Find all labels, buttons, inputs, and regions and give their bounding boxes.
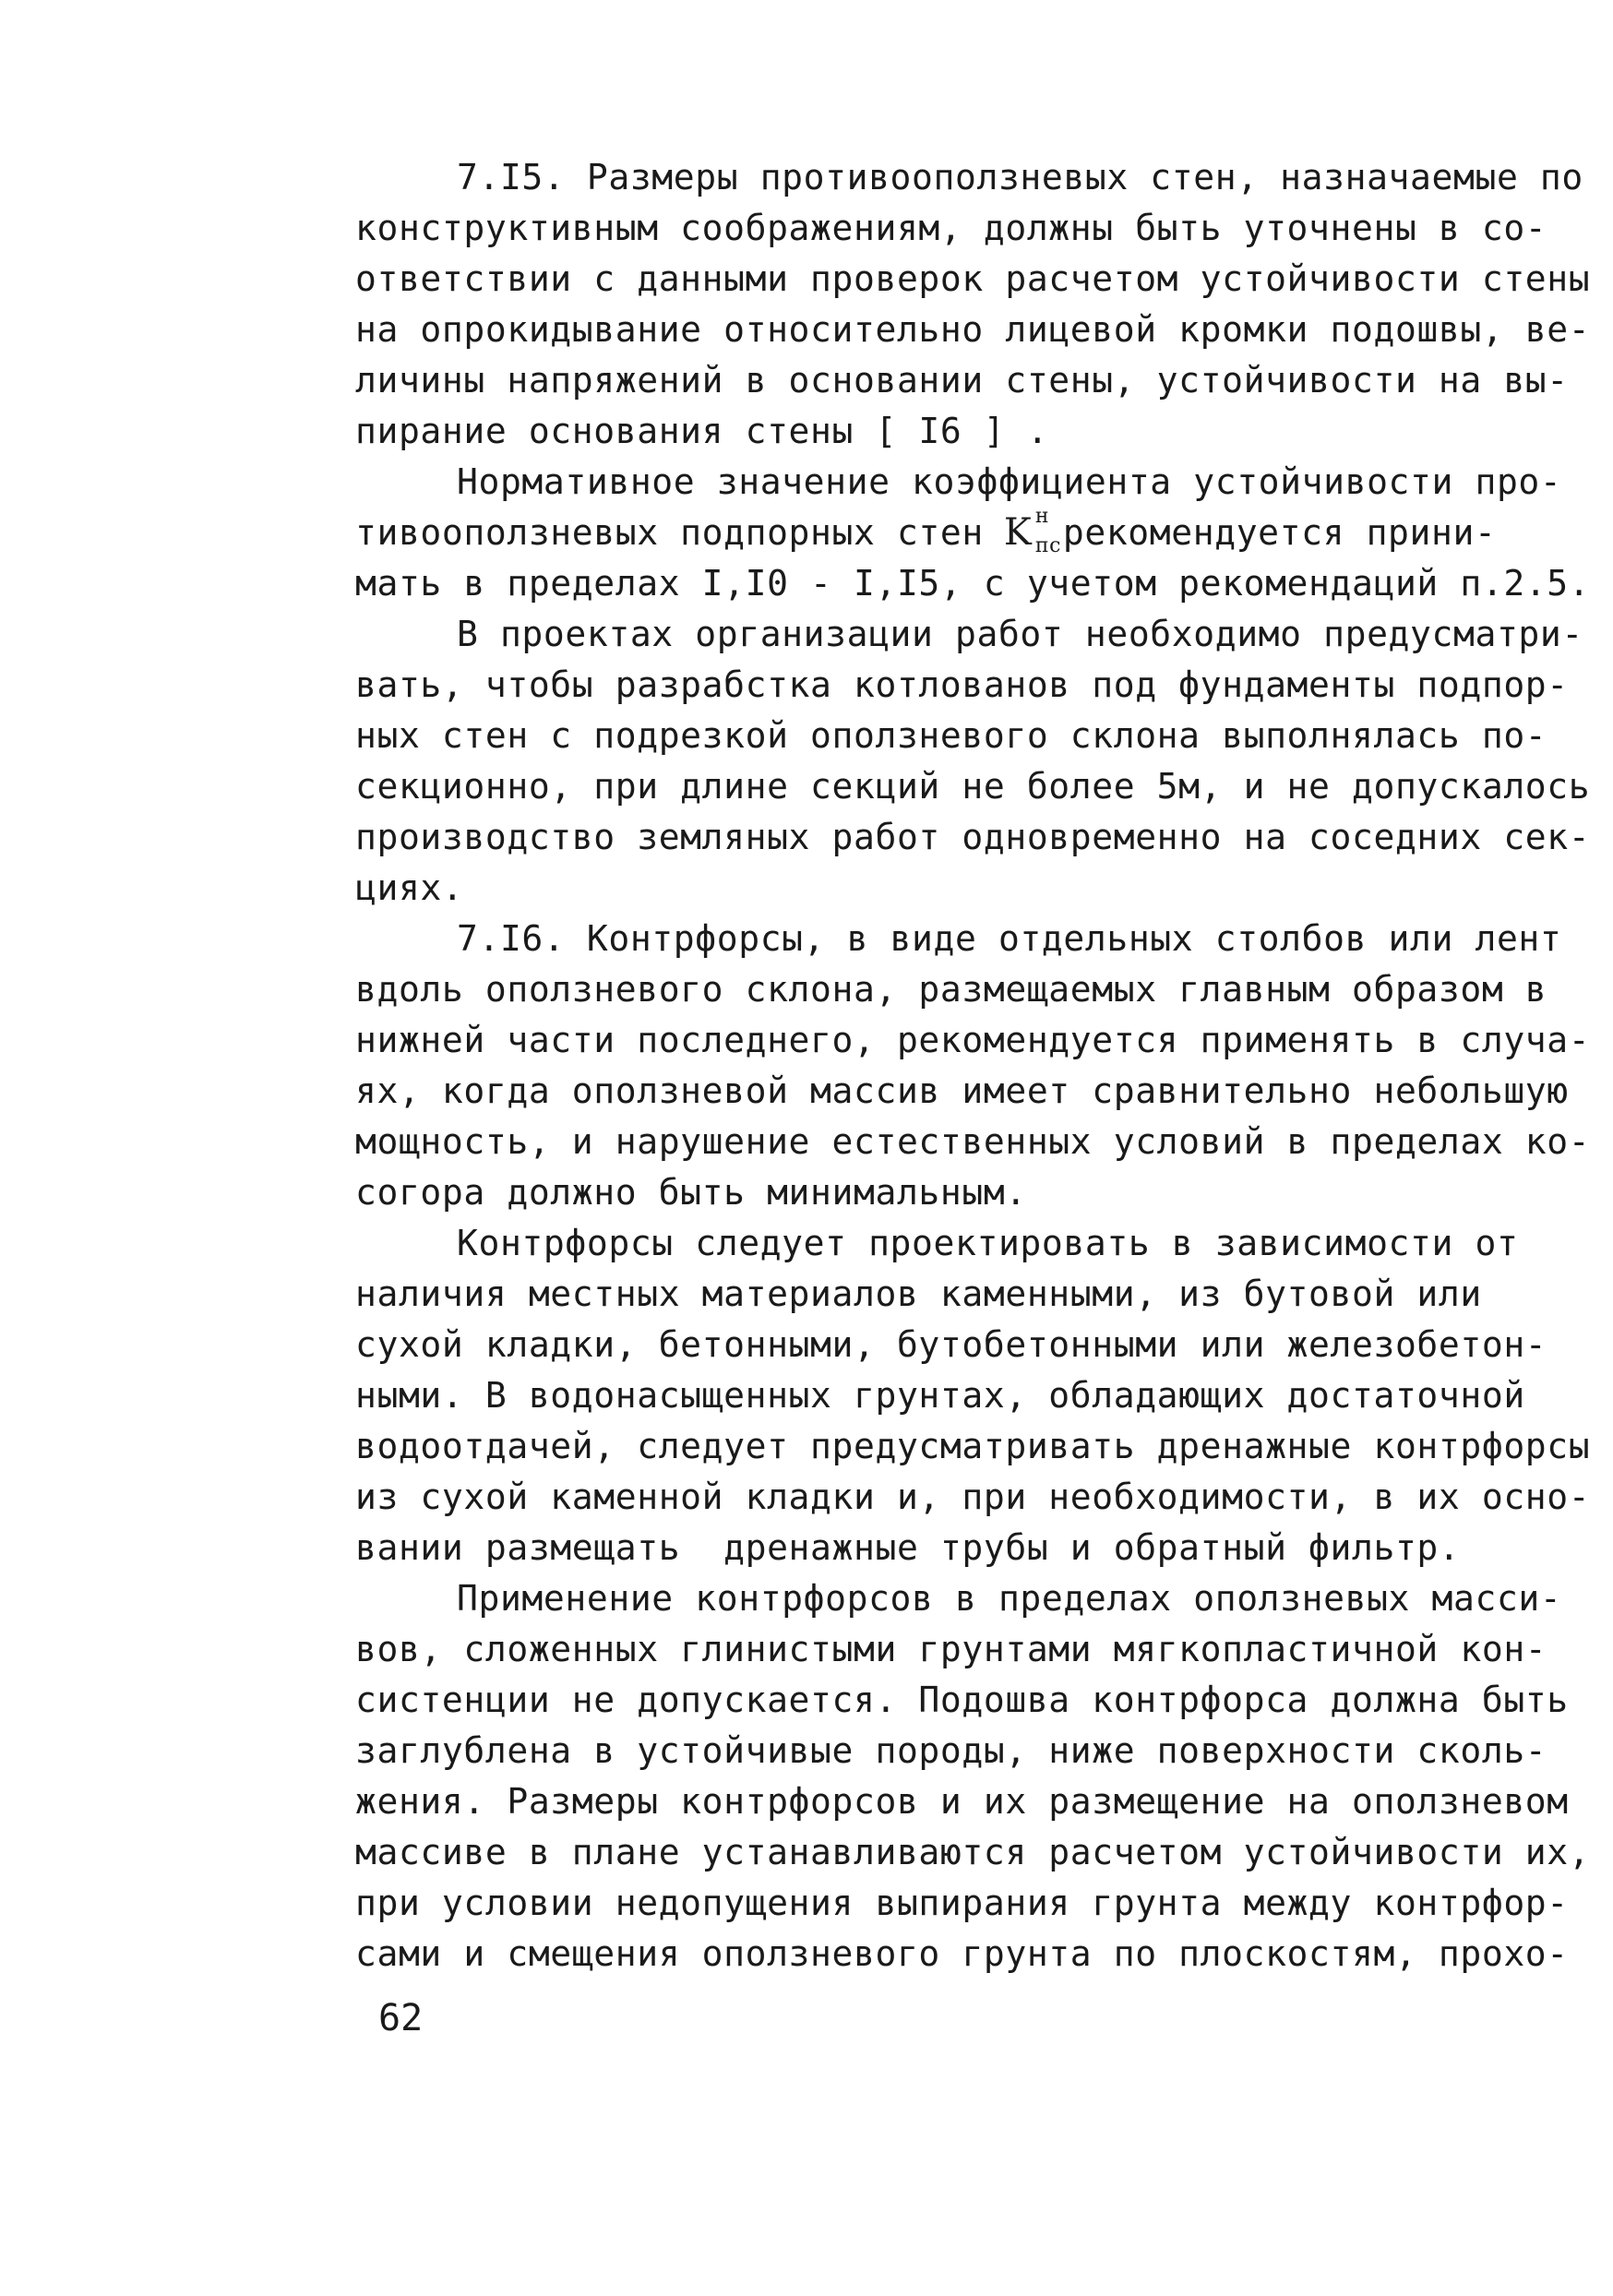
text-line: сами и смещения оползневого грунта по плоскостям, прохо-: [355, 1933, 1569, 1974]
text-line: мощность, и нарушение естественных условий в пределах ко-: [355, 1121, 1591, 1162]
paragraph-7-16: [355, 914, 1591, 1218]
formula-subscript: пс: [1034, 534, 1062, 557]
text-line: Нормативное значение коэффициента устойчивости про-: [457, 461, 1562, 502]
text-line: вдоль оползневого склона, размещаемых главным образом в: [355, 969, 1547, 1010]
page-number: 62: [378, 1997, 424, 2039]
paragraph-buttress-application: [355, 1573, 1591, 1979]
text-line: жения. Размеры контрфорсов и их размещение на оползневом: [355, 1781, 1569, 1822]
text-line: согора должно быть минимальным.: [355, 1172, 1027, 1213]
text-line: личины напряжений в основании стены, устойчивости на вы-: [355, 360, 1569, 401]
text-line: 7.I5. Размеры противооползневых стен, назначаемые по: [457, 157, 1583, 197]
text-line: систенции не допускается. Подошва контрфорса должна быть: [355, 1680, 1569, 1720]
coefficient-formula: [1003, 505, 1062, 558]
text-line: из сухой каменной кладки и, при необходимости, в их осно-: [355, 1477, 1591, 1517]
paragraph-work-organization: [355, 609, 1591, 914]
text-line: В проектах организации работ необходимо предусматри-: [457, 614, 1583, 654]
text-line: наличия местных материалов каменными, из бутовой или: [355, 1274, 1482, 1314]
text-line: вать, чтобы разрабстка котлованов под фундаменты подпор-: [355, 664, 1569, 705]
text-line: на опрокидывание относительно лицевой кромки подошвы, ве-: [355, 309, 1591, 350]
formula-superscript: н: [1034, 505, 1050, 528]
text-line: ными. В водонасыщенных грунтах, обладающих достаточной: [355, 1375, 1525, 1416]
text-line: Применение контрфорсов в пределах оползневых масси-: [457, 1578, 1562, 1619]
text-fragment: рекомендуется прини-: [1062, 512, 1497, 553]
text-line: производство земляных работ одновременно на соседних сек-: [355, 817, 1591, 857]
text-line: заглублена в устойчивые породы, ниже поверхности сколь-: [355, 1730, 1547, 1771]
text-line: водоотдачей, следует предусматривать дренажные контрфорсы: [355, 1426, 1591, 1466]
text-line: ных стен с подрезкой оползневого склона выполнялась по-: [355, 715, 1547, 756]
formula-line: [355, 505, 1527, 558]
formula-symbol: K: [1003, 511, 1033, 554]
text-line: 7.I6. Контрфорсы, в виде отдельных столбов или лент: [457, 918, 1562, 959]
text-fragment: тивооползневых подпорных стен: [355, 512, 984, 553]
text-line: конструктивным соображениям, должны быть уточнены в со-: [355, 208, 1547, 248]
text-line: при условии недопущения выпирания грунта между контрфор-: [355, 1883, 1569, 1923]
text-line: ях, когда оползневой массив имеет сравнительно небольшую: [355, 1070, 1569, 1111]
text-line: секционно, при длине секций не более 5м, и не допускалось: [355, 766, 1591, 807]
text-line: вов, сложенных глинистыми грунтами мягкопластичной кон-: [355, 1629, 1547, 1669]
text-line: пирание основания стены [ I6 ] .: [355, 411, 1049, 451]
paragraph-buttress-materials: [355, 1218, 1591, 1573]
text-line: мать в пределах I,I0 - I,I5, с учетом рекомендаций п.2.5.: [355, 563, 1591, 604]
text-line: массиве в плане устанавливаются расчетом устойчивости их,: [355, 1832, 1591, 1872]
paragraph-7-15: [355, 152, 1591, 457]
text-line: ответствии с данными проверок расчетом устойчивости стены: [355, 258, 1591, 299]
text-line: вании размещать дренажные трубы и обратный фильтр.: [355, 1527, 1461, 1568]
text-line: нижней части последнего, рекомендуется применять в случа-: [355, 1020, 1591, 1060]
text-line: сухой кладки, бетонными, бутобетонными или железобетон-: [355, 1324, 1547, 1365]
text-line: циях.: [355, 867, 464, 908]
text-line: Контрфорсы следует проектировать в зависимости от: [457, 1223, 1519, 1263]
body-text: [355, 152, 1591, 1979]
paragraph-normative-coefficient: [355, 457, 1591, 609]
